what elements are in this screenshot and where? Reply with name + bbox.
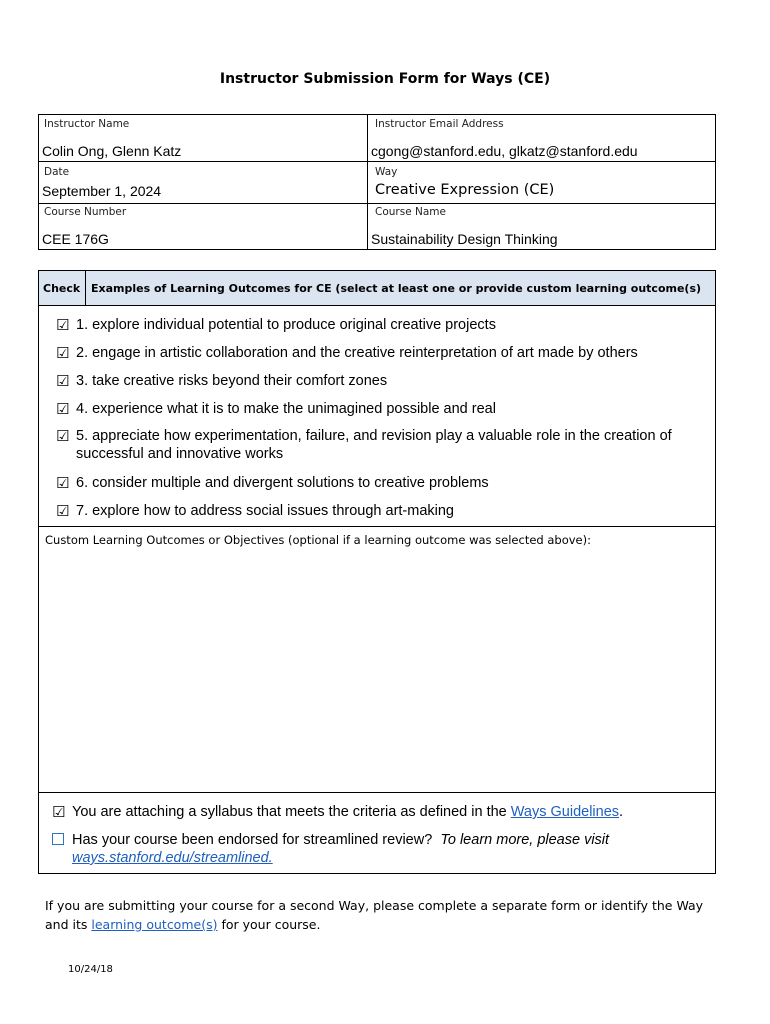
streamlined-link[interactable]: ways.stanford.edu/streamlined. (72, 850, 273, 866)
date-label: Date (44, 166, 70, 178)
custom-outcomes-textarea[interactable] (39, 549, 715, 791)
outcome-item (56, 502, 454, 520)
streamlined-text: Has your course been endorsed for streamlined review? To learn more, please visit ways.stanford.edu/streamlined. (72, 832, 610, 866)
way-field[interactable]: Creative Expression (CE) (375, 182, 555, 198)
outcome-text: 7. explore how to address social issues through art-making (76, 503, 454, 519)
checkbox-checked-icon[interactable]: ☑ (56, 400, 70, 418)
outcome-item (56, 400, 496, 418)
outcome-text: 1. explore individual potential to produce original creative projects (76, 317, 496, 333)
email-field[interactable]: cgong@stanford.edu, glkatz@stanford.edu (371, 143, 638, 159)
checkbox-checked-icon[interactable]: ☑ (56, 474, 70, 492)
outcome-item (56, 474, 489, 492)
checkbox-unchecked-icon[interactable] (52, 831, 72, 867)
outcome-text: 6. consider multiple and divergent solutions to creative problems (76, 475, 489, 491)
outcome-item (56, 372, 387, 390)
outcome-text: 2. engage in artistic collaboration and the creative reinterpretation of art made by others (76, 345, 638, 361)
way-label: Way (375, 166, 398, 178)
course-name-field[interactable]: Sustainability Design Thinking (371, 231, 558, 247)
learning-outcomes-link[interactable]: learning outcome(s) (91, 917, 218, 932)
footnote: If you are submitting your course for a second Way, please complete a separate form or identify the Way and its learning outcome(s) for your course. (45, 898, 704, 932)
checkbox-checked-icon[interactable]: ☑ (52, 803, 66, 821)
checkbox-checked-icon[interactable]: ☑ (56, 372, 70, 390)
outcomes-header (39, 271, 715, 306)
custom-outcomes-label: Custom Learning Outcomes or Objectives (optional if a learning outcome was selected above): (45, 533, 591, 547)
instructor-name-field[interactable]: Colin Ong, Glenn Katz (42, 143, 182, 159)
streamlined-item (52, 831, 672, 867)
check-header: Check (43, 282, 81, 295)
instructor-name-label: Instructor Name (44, 118, 130, 130)
ways-guidelines-link[interactable]: Ways Guidelines (510, 804, 620, 820)
outcome-item (56, 344, 638, 362)
outcome-text: 5. appreciate how experimentation, failure, and revision play a valuable role in the creation of successful and innovative works (76, 428, 672, 462)
course-number-label: Course Number (44, 206, 127, 218)
checkbox-checked-icon[interactable]: ☑ (56, 427, 70, 445)
syllabus-item (52, 803, 623, 821)
course-number-field[interactable]: CEE 176G (42, 231, 109, 247)
outcome-text: 3. take creative risks beyond their comfort zones (76, 373, 388, 389)
email-label: Instructor Email Address (375, 118, 504, 130)
date-field[interactable]: September 1, 2024 (42, 183, 162, 199)
outcome-item (56, 316, 496, 334)
learning-outcomes-table (38, 270, 716, 874)
syllabus-text: You are attaching a syllabus that meets the criteria as defined in the Ways Guidelines. (72, 804, 624, 820)
outcome-text: 4. experience what it is to make the unimagined possible and real (76, 401, 496, 417)
course-info-table (38, 114, 716, 250)
checkbox-checked-icon[interactable]: ☑ (56, 316, 70, 334)
form-date: 10/24/18 (68, 964, 113, 975)
examples-header: Examples of Learning Outcomes for CE (select at least one or provide custom learning outcome(s) (91, 282, 702, 295)
checkbox-checked-icon[interactable]: ☑ (56, 502, 70, 520)
checkbox-checked-icon[interactable]: ☑ (56, 344, 70, 362)
outcome-item (56, 427, 686, 463)
course-name-label: Course Name (375, 206, 446, 218)
page-title: Instructor Submission Form for Ways (CE) (219, 71, 551, 87)
